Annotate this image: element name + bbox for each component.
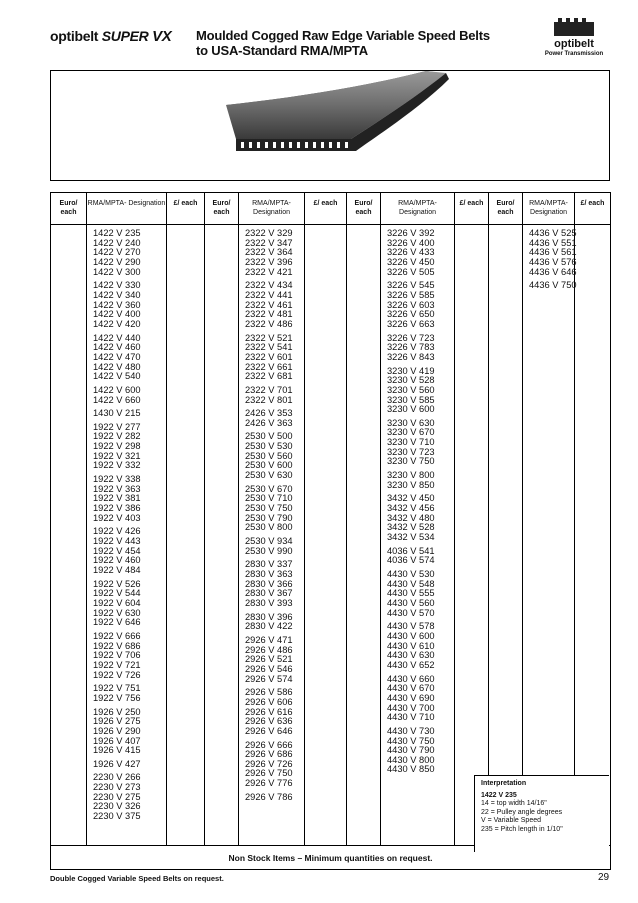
designation-item: 3226 V 400 — [387, 237, 435, 248]
designation-item: 2926 V 471 — [245, 634, 293, 645]
designation-item: 3226 V 505 — [387, 266, 435, 277]
designation-item: 1922 V 332 — [93, 460, 141, 471]
designation-item: 4430 V 610 — [387, 640, 435, 651]
col-header-designation: RMA/MPTA- Designation — [87, 193, 166, 225]
designation-item: 1922 V 666 — [93, 630, 141, 641]
designation-item: 1922 V 630 — [93, 607, 141, 618]
interpretation-title: Interpretation — [481, 780, 527, 787]
designation-item: 4430 V 670 — [387, 683, 435, 694]
brand-vx: VX — [152, 28, 172, 45]
designation-item: 3226 V 585 — [387, 289, 435, 300]
col-header-gbp: £/ each — [575, 193, 610, 225]
designation-item: 2322 V 421 — [245, 266, 293, 277]
designation-item: 1422 V 330 — [93, 280, 141, 291]
designation-item: 1922 V 338 — [93, 474, 141, 485]
designation-item: 2830 V 366 — [245, 578, 293, 589]
designation-item: 1422 V 440 — [93, 332, 141, 343]
designation-item: 4430 V 710 — [387, 712, 435, 723]
designation-item: 3230 V 585 — [387, 394, 435, 405]
col-header-gbp: £/ each — [455, 193, 488, 225]
euro-column-2 — [205, 193, 239, 845]
interpretation-line: 22 = Pulley angle degrees — [481, 808, 563, 816]
designation-item: 3230 V 850 — [387, 479, 435, 490]
designation-item: 2926 V 616 — [245, 706, 293, 717]
designation-item: 2830 V 337 — [245, 559, 293, 570]
designation-item: 2926 V 646 — [245, 725, 293, 736]
designation-item: 4436 V 551 — [529, 237, 577, 248]
gbp-column-4 — [575, 193, 610, 845]
designation-item: 1422 V 270 — [93, 247, 141, 258]
designation-item: 1926 V 290 — [93, 725, 141, 736]
designation-item: 4436 V 750 — [529, 280, 577, 291]
designation-item: 4430 V 570 — [387, 607, 435, 618]
designation-item: 4036 V 541 — [387, 545, 435, 556]
designation-item: 1922 V 721 — [93, 659, 141, 670]
belt-illustration — [51, 71, 610, 181]
designation-item: 2926 V 546 — [245, 663, 293, 674]
interpretation-box — [474, 775, 609, 852]
designation-item: 1922 V 321 — [93, 450, 141, 461]
col-header-euro: Euro/ each — [489, 193, 522, 225]
designation-item: 4430 V 660 — [387, 673, 435, 684]
page-header — [0, 0, 638, 80]
designation-item: 3226 V 545 — [387, 280, 435, 291]
designation-item: 1922 V 646 — [93, 617, 141, 628]
designation-item: 3432 V 480 — [387, 512, 435, 523]
designation-item: 3226 V 450 — [387, 256, 435, 267]
designation-item: 2530 V 790 — [245, 512, 293, 523]
designation-item: 2926 V 726 — [245, 758, 293, 769]
euro-column-3 — [347, 193, 381, 845]
designation-column-2 — [239, 193, 305, 845]
designation-item: 3226 V 843 — [387, 351, 435, 362]
designation-item: 2830 V 396 — [245, 611, 293, 622]
gbp-column-3 — [455, 193, 489, 845]
designation-item: 3230 V 723 — [387, 446, 435, 457]
designation-item: 2322 V 441 — [245, 289, 293, 300]
designation-item: 2530 V 670 — [245, 483, 293, 494]
designation-item: 4430 V 690 — [387, 692, 435, 703]
designation-item: 2322 V 661 — [245, 361, 293, 372]
designation-item: 1926 V 250 — [93, 706, 141, 717]
designation-item: 1926 V 427 — [93, 758, 141, 769]
designation-item: 3230 V 800 — [387, 470, 435, 481]
designation-item: 3226 V 783 — [387, 342, 435, 353]
designation-item: 2530 V 500 — [245, 431, 293, 442]
designation-item: 4430 V 750 — [387, 735, 435, 746]
designation-item: 4430 V 790 — [387, 745, 435, 756]
designation-item: 4430 V 548 — [387, 578, 435, 589]
designation-item: 1926 V 275 — [93, 716, 141, 727]
designation-item: 2322 V 541 — [245, 342, 293, 353]
designation-item: 1922 V 706 — [93, 650, 141, 661]
designation-item: 4436 V 525 — [529, 228, 577, 238]
designation-item: 2230 V 375 — [93, 811, 141, 822]
designation-item: 4036 V 574 — [387, 555, 435, 566]
designation-item: 2830 V 393 — [245, 597, 293, 608]
designation-column-4 — [523, 193, 575, 845]
designation-item: 2230 V 275 — [93, 791, 141, 802]
designation-item: 1422 V 420 — [93, 318, 141, 329]
product-brand — [50, 28, 172, 45]
designation-item: 3432 V 450 — [387, 493, 435, 504]
designation-item: 1422 V 360 — [93, 299, 141, 310]
designation-item: 2926 V 636 — [245, 716, 293, 727]
designation-item: 2322 V 801 — [245, 394, 293, 405]
designation-item: 3230 V 630 — [387, 417, 435, 428]
designation-item: 2830 V 422 — [245, 621, 293, 632]
designation-item: 2322 V 434 — [245, 280, 293, 291]
designation-item: 2322 V 364 — [245, 247, 293, 258]
designation-item: 2830 V 363 — [245, 569, 293, 579]
page-number: 29 — [598, 872, 610, 883]
designation-item: 4430 V 555 — [387, 588, 435, 599]
page-title — [196, 28, 490, 58]
designation-item: 2530 V 934 — [245, 536, 293, 547]
designation-list-4 — [529, 229, 577, 291]
designation-list-3 — [387, 229, 435, 775]
col-header-gbp: £/ each — [305, 193, 346, 225]
designation-item: 2230 V 326 — [93, 801, 141, 812]
interpretation-code: 1422 V 235 — [481, 791, 517, 799]
designation-item: 2926 V 686 — [245, 749, 293, 760]
designation-item: 3226 V 663 — [387, 318, 435, 329]
designation-item: 2530 V 710 — [245, 493, 293, 504]
designation-item: 1922 V 454 — [93, 545, 141, 556]
designation-item: 2230 V 273 — [93, 782, 141, 793]
designation-list-1 — [93, 229, 141, 822]
designation-item: 3230 V 670 — [387, 427, 435, 438]
interpretation-line: 235 = Pitch length in 1/10" — [481, 825, 563, 833]
designation-item: 1422 V 240 — [93, 237, 141, 248]
designation-item: 2322 V 347 — [245, 237, 293, 248]
designation-item: 1422 V 660 — [93, 394, 141, 405]
designation-item: 1422 V 290 — [93, 256, 141, 267]
designation-item: 2322 V 461 — [245, 299, 293, 310]
designation-item: 3432 V 528 — [387, 522, 435, 533]
designation-item: 1422 V 470 — [93, 351, 141, 362]
designation-item: 1430 V 215 — [93, 408, 141, 419]
designation-item: 2530 V 630 — [245, 470, 293, 481]
designation-item: 2322 V 486 — [245, 318, 293, 329]
designation-item: 1422 V 460 — [93, 342, 141, 353]
designation-item: 1422 V 480 — [93, 361, 141, 372]
designation-item: 3226 V 650 — [387, 309, 435, 320]
designation-item: 1922 V 282 — [93, 431, 141, 442]
designation-item: 1926 V 415 — [93, 745, 141, 756]
designation-item: 2530 V 530 — [245, 441, 293, 452]
col-header-designation: RMA/MPTA- Designation — [381, 193, 454, 225]
designation-list-2 — [245, 229, 293, 802]
interpretation-line: V = Variable Speed — [481, 817, 541, 825]
designation-item: 1422 V 600 — [93, 384, 141, 395]
designation-item: 2830 V 367 — [245, 588, 293, 599]
designation-item: 2926 V 574 — [245, 673, 293, 684]
designation-item: 4430 V 560 — [387, 597, 435, 608]
designation-item: 1922 V 443 — [93, 536, 141, 547]
designation-column-1 — [87, 193, 167, 845]
designation-item: 2530 V 750 — [245, 503, 293, 514]
designation-item: 1422 V 400 — [93, 309, 141, 320]
designation-item: 3230 V 600 — [387, 404, 435, 415]
designation-item: 1922 V 544 — [93, 588, 141, 599]
designation-item: 4430 V 700 — [387, 702, 435, 713]
designation-item: 1922 V 604 — [93, 597, 141, 608]
designation-item: 2426 V 363 — [245, 417, 293, 428]
designation-item: 2926 V 666 — [245, 739, 293, 750]
designation-item: 4430 V 800 — [387, 754, 435, 765]
euro-column-4 — [489, 193, 523, 845]
designation-item: 1922 V 277 — [93, 421, 141, 432]
designation-item: 1422 V 300 — [93, 266, 141, 277]
logo-name: optibelt — [554, 38, 594, 50]
title-line-2: to USA-Standard RMA/MPTA — [196, 43, 368, 58]
designation-item: 2926 V 586 — [245, 687, 293, 698]
designation-item: 3230 V 560 — [387, 384, 435, 395]
designation-item: 4430 V 850 — [387, 764, 435, 775]
designation-item: 1922 V 484 — [93, 565, 141, 575]
designation-item: 4430 V 578 — [387, 621, 435, 632]
designation-item: 4430 V 630 — [387, 650, 435, 661]
designation-item: 1922 V 686 — [93, 640, 141, 651]
designation-item: 3230 V 419 — [387, 365, 435, 376]
designation-item: 1922 V 363 — [93, 483, 141, 494]
designation-item: 1922 V 403 — [93, 512, 141, 523]
designation-item: 2926 V 776 — [245, 778, 293, 789]
gbp-column-2 — [305, 193, 347, 845]
designation-item: 2322 V 481 — [245, 309, 293, 320]
designation-item: 1922 V 381 — [93, 493, 141, 504]
designation-item: 1422 V 235 — [93, 228, 141, 238]
designation-item: 1422 V 340 — [93, 289, 141, 300]
col-header-designation: RMA/MPTA- Designation — [523, 193, 574, 225]
designation-item: 3226 V 723 — [387, 332, 435, 343]
designation-item: 1926 V 407 — [93, 735, 141, 746]
designation-item: 4430 V 652 — [387, 659, 435, 670]
interpretation-line: 14 = top width 14/16" — [481, 800, 547, 808]
designation-item: 2530 V 600 — [245, 460, 293, 471]
designation-item: 2322 V 601 — [245, 351, 293, 362]
designation-item: 3432 V 534 — [387, 532, 435, 543]
designation-item: 1922 V 460 — [93, 555, 141, 566]
designation-item: 2926 V 750 — [245, 768, 293, 779]
logo-tagline: Power Transmission — [544, 51, 604, 57]
title-line-1: Moulded Cogged Raw Edge Variable Speed Belts — [196, 28, 490, 43]
col-header-gbp: £/ each — [167, 193, 204, 225]
designation-item: 1922 V 526 — [93, 578, 141, 589]
bottom-note: Double Cogged Variable Speed Belts on request. — [50, 874, 224, 883]
designation-item: 1922 V 298 — [93, 441, 141, 452]
designation-item: 2926 V 521 — [245, 654, 293, 665]
designation-item: 1922 V 426 — [93, 526, 141, 537]
designation-item: 3230 V 528 — [387, 375, 435, 386]
designation-item: 1422 V 540 — [93, 371, 141, 382]
designation-item: 2322 V 701 — [245, 384, 293, 395]
designation-item: 2322 V 681 — [245, 371, 293, 382]
crown-icon — [554, 22, 594, 36]
col-header-euro: Euro/ each — [51, 193, 86, 225]
designation-item: 3226 V 392 — [387, 228, 435, 238]
designation-item: 3226 V 433 — [387, 247, 435, 258]
designation-item: 4430 V 530 — [387, 569, 435, 579]
designation-item: 4436 V 576 — [529, 256, 577, 267]
designation-item: 2926 V 786 — [245, 791, 293, 802]
designation-item: 3230 V 710 — [387, 437, 435, 448]
designation-item: 3432 V 456 — [387, 503, 435, 514]
product-image — [50, 70, 610, 181]
designation-item: 4436 V 561 — [529, 247, 577, 258]
designation-item: 4430 V 730 — [387, 725, 435, 736]
designation-item: 1922 V 756 — [93, 692, 141, 703]
designation-item: 3230 V 750 — [387, 456, 435, 467]
designation-column-3 — [381, 193, 455, 845]
product-table — [50, 192, 611, 870]
designation-item: 4436 V 646 — [529, 266, 577, 277]
col-header-euro: Euro/ each — [205, 193, 238, 225]
designation-item: 1922 V 726 — [93, 669, 141, 680]
table-footer-note: Non Stock Items – Minimum quantities on request. — [51, 845, 610, 870]
designation-item: 2322 V 329 — [245, 228, 293, 238]
designation-item: 2530 V 990 — [245, 545, 293, 556]
designation-item: 3226 V 603 — [387, 299, 435, 310]
designation-item: 1922 V 751 — [93, 683, 141, 694]
euro-column-1 — [51, 193, 87, 845]
designation-item: 1922 V 386 — [93, 503, 141, 514]
col-header-euro: Euro/ each — [347, 193, 380, 225]
designation-item: 2530 V 800 — [245, 522, 293, 533]
designation-item: 2926 V 606 — [245, 696, 293, 707]
designation-item: 2322 V 521 — [245, 332, 293, 343]
brand-super: SUPER — [101, 28, 149, 44]
designation-item: 2530 V 560 — [245, 450, 293, 461]
col-header-designation: RMA/MPTA- Designation — [239, 193, 304, 225]
designation-item: 2322 V 396 — [245, 256, 293, 267]
designation-item: 2426 V 353 — [245, 408, 293, 419]
gbp-column-1 — [167, 193, 205, 845]
designation-item: 2926 V 486 — [245, 644, 293, 655]
designation-item: 2230 V 266 — [93, 772, 141, 783]
brand-prefix: optibelt — [50, 28, 99, 44]
company-logo — [538, 22, 610, 57]
designation-item: 4430 V 600 — [387, 630, 435, 641]
